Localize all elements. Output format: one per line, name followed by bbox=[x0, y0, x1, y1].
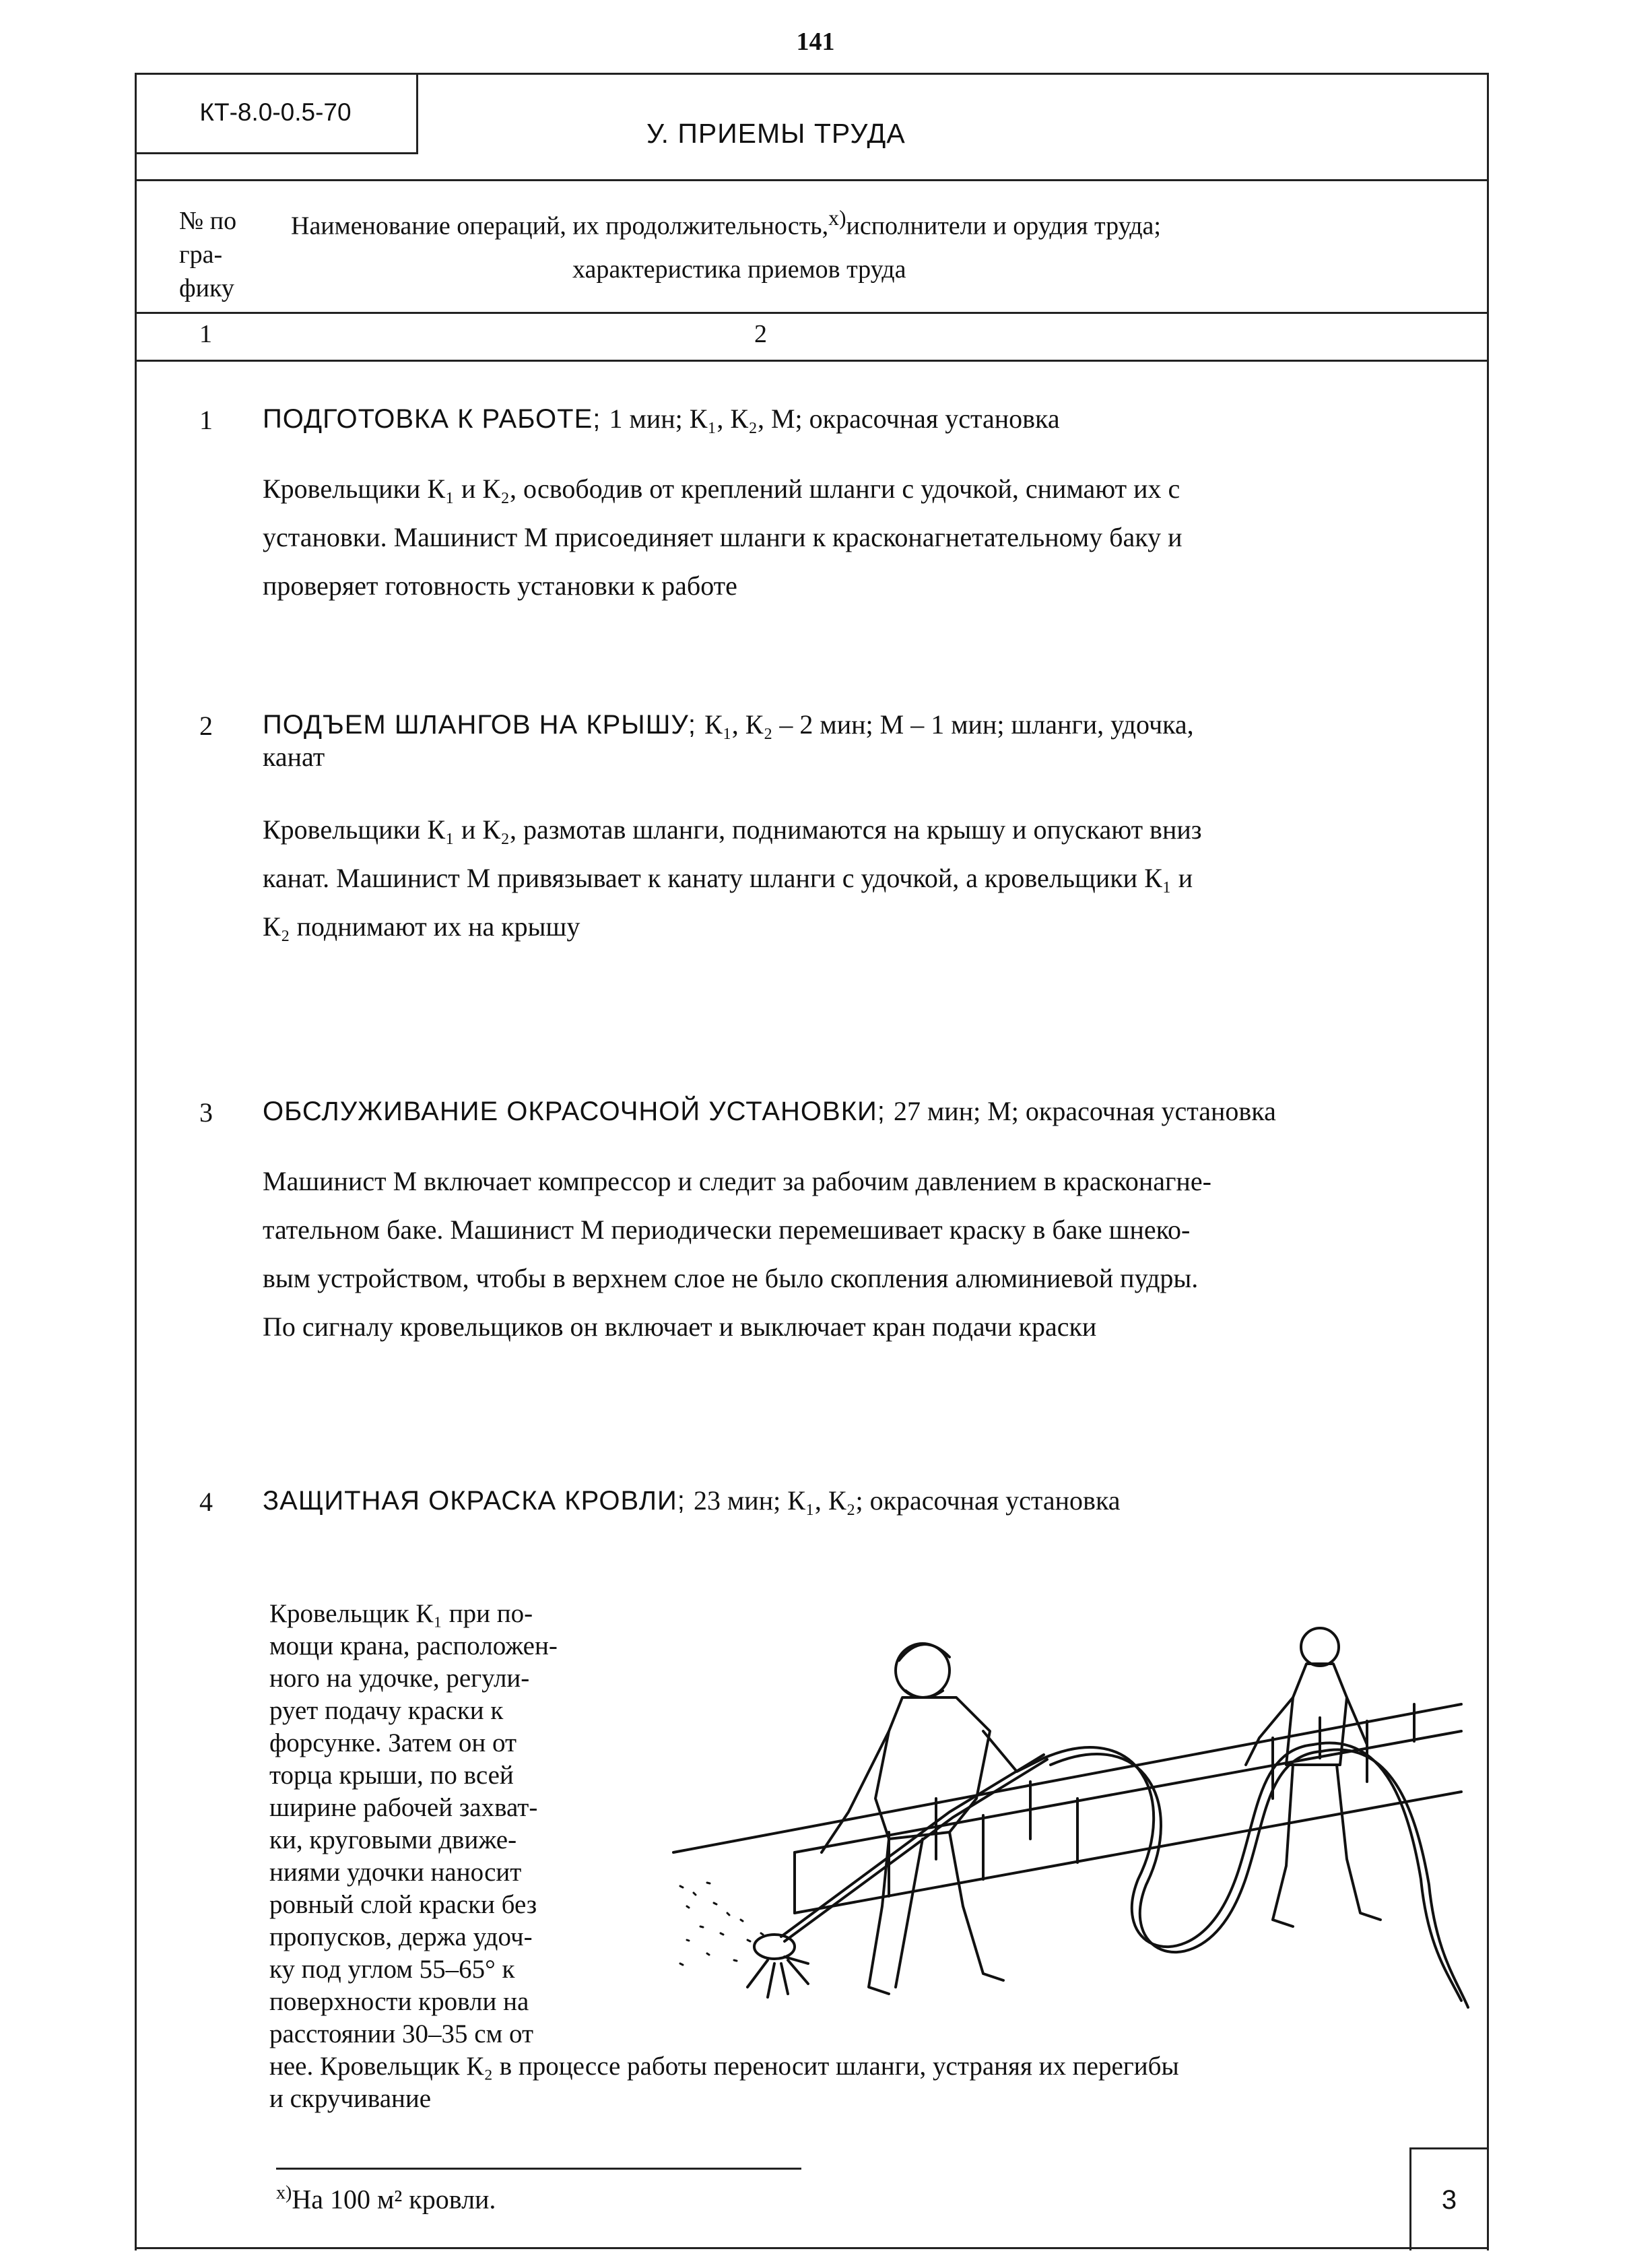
operation-3-number: 3 bbox=[199, 1097, 213, 1128]
operation-2-title: ПОДЪЕМ ШЛАНГОВ НА КРЫШУ; К₁, К₂ – 2 мин; М – 1 мин; шланги, удочка, bbox=[263, 709, 1194, 740]
operation-1-title: ПОДГОТОВКА К РАБОТЕ; 1 мин; К₁, К₂, М; окрасочная установка bbox=[263, 403, 1060, 434]
footnote-rule bbox=[276, 2168, 801, 2170]
roof-painting-illustration bbox=[667, 1596, 1475, 2041]
footnote-mark: х) bbox=[828, 206, 846, 230]
column-numbers-rule bbox=[135, 360, 1488, 362]
operation-4-number: 4 bbox=[199, 1487, 213, 1517]
operation-2-number: 2 bbox=[199, 711, 213, 741]
col1-header-line3: фику bbox=[179, 274, 234, 302]
bottom-rule bbox=[135, 2247, 1487, 2249]
page-number: 141 bbox=[796, 28, 835, 56]
operation-3-text: Машинист М включает компрессор и следит за рабочим давлением в красконагне- тательном баке. Машинист М периодически перемешивает краску в баке шнеко- вым устройством, чтобы в верхнем слое не было скопления алюминиевой пудры. По сигналу кровельщиков он включает и выключает кран подачи краски bbox=[263, 1166, 1211, 1342]
sheet-number-box: 3 bbox=[1409, 2147, 1487, 2250]
operation-1-number: 1 bbox=[199, 405, 213, 435]
table-header-top-rule bbox=[135, 179, 1488, 181]
column-number-2: 2 bbox=[754, 320, 767, 348]
section-title: У. ПРИЕМЫ ТРУДА bbox=[646, 118, 906, 149]
col2-header-line1: Наименование операций, их продолжительность,$^{х)}$исполнители и орудия труда; bbox=[291, 206, 1161, 240]
footnote: $^{х)}$На 100 м² кровли. bbox=[276, 2182, 496, 2215]
operation-1-text: Кровельщики К₁ и К₂, освободив от креплений шланги с удочкой, снимают их с установки. Машинист М присоединяет шланги к красконагнетательному баку и проверяет готовность установки к работе bbox=[263, 474, 1183, 601]
operation-4-side-text: Кровельщик К₁ при по- мощи крана, расположен- ного на удочке, регули- рует подачу краски к форсунке. Затем он от торца крыши, по всей ширине рабочей захват- ки, круговыми движе- ниями удочки наносит ровный слой краски без пропусков, держа удоч- ку под углом 55–65° к поверхности кровли на расстоянии 30–35 см от bbox=[269, 1599, 558, 2048]
footnote-mark: х) bbox=[276, 2182, 292, 2203]
col2-header-line2: характеристика приемов труда bbox=[572, 255, 906, 284]
operation-3-title: ОБСЛУЖИВАНИЕ ОКРАСОЧНОЙ УСТАНОВКИ; 27 мин; М; окрасочная установка bbox=[263, 1096, 1276, 1126]
operation-2-title-cont: канат bbox=[263, 742, 325, 772]
operation-4-tail-text: нее. Кровельщик К₂ в процессе работы переносит шланги, устраняя их перегибы и скручивание bbox=[269, 2052, 1179, 2113]
operation-4-title: ЗАЩИТНАЯ ОКРАСКА КРОВЛИ; 23 мин; К₁, К₂; окрасочная установка bbox=[263, 1485, 1121, 1516]
col1-header-line2: гра- bbox=[179, 240, 223, 269]
document-code: КТ-8.0-0.5-70 bbox=[135, 73, 418, 154]
operation-2-text: Кровельщики К₁ и К₂, размотав шланги, поднимаются на крышу и опускают вниз канат. Машинист М привязывает к канату шланги с удочкой, а кровельщики К₁ и К₂ поднимают их на крышу bbox=[263, 814, 1202, 942]
column-number-1: 1 bbox=[199, 320, 212, 348]
col1-header-line1: № по bbox=[179, 207, 237, 235]
header-rule bbox=[135, 312, 1488, 314]
